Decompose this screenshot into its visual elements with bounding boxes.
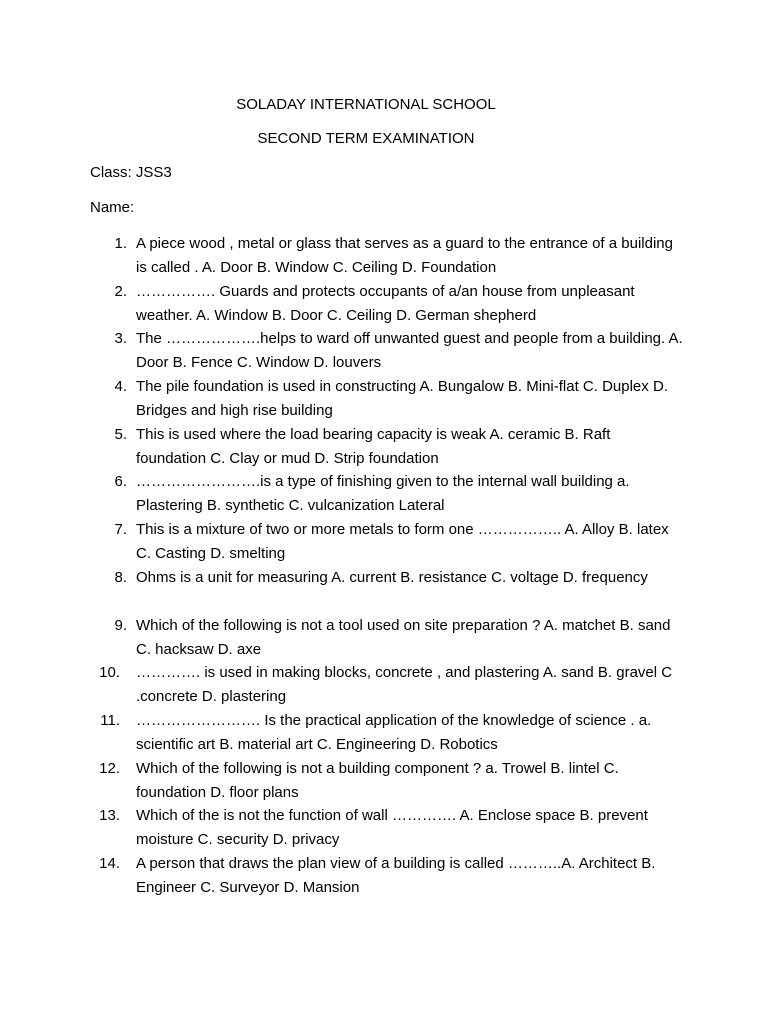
question-item bbox=[0, 232, 768, 280]
question-number: 1. bbox=[114, 235, 127, 252]
name-line: Name: bbox=[90, 199, 135, 216]
question-text: The ……………….helps to ward off unwanted guest and people from a building. A. Door B. Fence C. Window D. louvers bbox=[136, 330, 683, 372]
question-item bbox=[0, 614, 768, 662]
question-item bbox=[0, 852, 768, 900]
question-number: 6. bbox=[114, 473, 127, 491]
question-text: ……………………. Is the practical application of the knowledge of science . a. scientific art B. material art C. Engineering D. Robotics bbox=[136, 711, 652, 753]
question-item bbox=[0, 661, 768, 709]
question-item bbox=[0, 757, 768, 805]
question-item bbox=[0, 375, 768, 423]
question-number: 13. bbox=[99, 807, 120, 825]
question-number: 7. bbox=[114, 521, 127, 539]
question-text: ……………. Guards and protects occupants of a/an house from unpleasant weather. A. Window B. Door C. Ceiling D. German shepherd bbox=[136, 282, 635, 324]
question-text: …………. is used in making blocks, concrete , and plastering A. sand B. gravel C .concrete D. plastering bbox=[136, 664, 673, 706]
question-item bbox=[0, 327, 768, 375]
question-number: 4. bbox=[114, 378, 127, 396]
question-item bbox=[0, 518, 768, 566]
question-number: 9. bbox=[114, 616, 127, 634]
school-name: SOLADAY INTERNATIONAL SCHOOL bbox=[236, 96, 496, 113]
question-list bbox=[0, 232, 768, 900]
question-number: 5. bbox=[114, 425, 127, 443]
class-line: Class: JSS3 bbox=[90, 164, 172, 181]
question-item bbox=[0, 280, 768, 328]
question-number: 3. bbox=[114, 330, 127, 348]
exam-title: SECOND TERM EXAMINATION bbox=[257, 130, 475, 147]
question-number: 2. bbox=[114, 282, 127, 300]
question-item bbox=[0, 470, 768, 518]
question-text: This is used where the load bearing capacity is weak A. ceramic B. Raft foundation C. Clay or mud D. Strip foundation bbox=[136, 425, 611, 467]
question-number: 12. bbox=[99, 759, 120, 777]
question-text: This is a mixture of two or more metals to form one …………….. A. Alloy B. latex C. Casting D. smelting bbox=[136, 521, 669, 563]
question-text: Which of the is not the function of wall …………. A. Enclose space B. prevent moisture C. security D. privacy bbox=[136, 807, 648, 849]
question-text: …………………….is a type of finishing given to the internal wall building a. Plastering B. synthetic C. vulcanization Lateral bbox=[136, 473, 630, 515]
question-item bbox=[0, 709, 768, 757]
question-text: A piece wood , metal or glass that serves as a guard to the entrance of a building is called . A. Door B. Window C. Ceiling D. Foundation bbox=[136, 235, 673, 276]
question-text: Which of the following is not a building component ? a. Trowel B. lintel C. foundation D. floor plans bbox=[136, 759, 619, 801]
question-number: 10. bbox=[99, 664, 120, 682]
question-item bbox=[0, 566, 768, 614]
question-number: 11. bbox=[100, 711, 120, 729]
question-number: 14. bbox=[99, 854, 120, 872]
question-number: 8. bbox=[114, 568, 127, 586]
question-text: Ohms is a unit for measuring A. current B. resistance C. voltage D. frequency bbox=[136, 568, 648, 586]
question-text: Which of the following is not a tool used on site preparation ? A. matchet B. sand C. hacksaw D. axe bbox=[136, 616, 671, 658]
question-text: The pile foundation is used in constructing A. Bungalow B. Mini-flat C. Duplex D. Bridges and high rise building bbox=[136, 378, 668, 420]
question-item bbox=[0, 804, 768, 852]
question-item bbox=[0, 423, 768, 471]
question-text: A person that draws the plan view of a building is called ………..A. Architect B. Engineer C. Surveyor D. Mansion bbox=[136, 854, 656, 896]
